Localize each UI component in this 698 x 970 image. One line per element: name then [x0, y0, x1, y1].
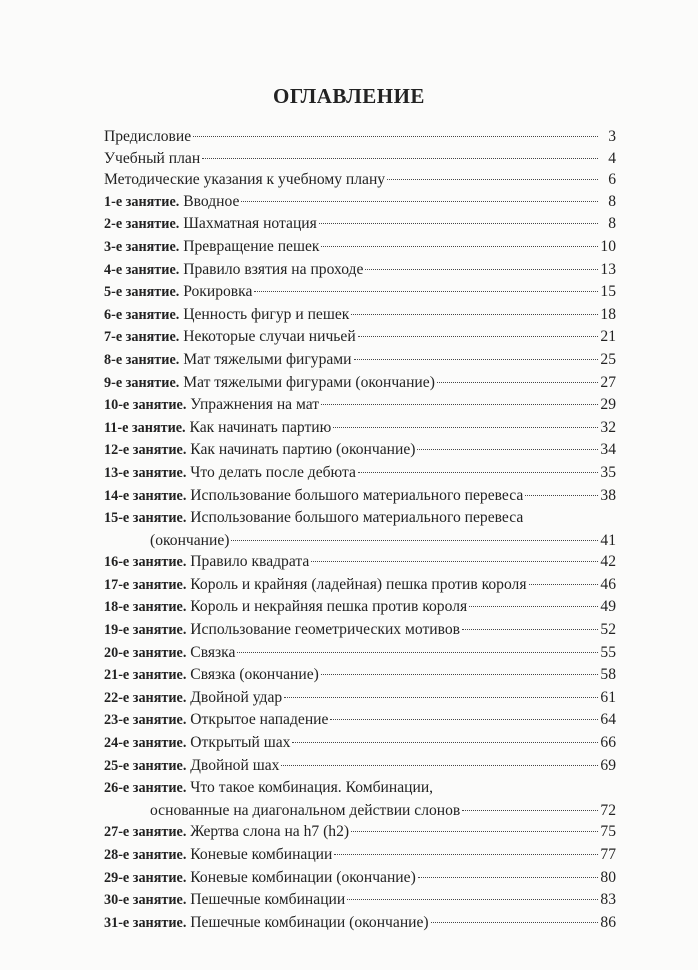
- toc-entry-label: [104, 709, 328, 732]
- page-number: 86: [600, 913, 616, 931]
- toc-entry-label: [104, 372, 435, 395]
- toc-entry-label: [104, 889, 345, 912]
- toc-entry: [104, 236, 616, 259]
- lesson-number: 10-е занятие.: [104, 397, 187, 414]
- dot-leader: [193, 136, 598, 137]
- dot-leader: [311, 561, 598, 562]
- lesson-number: 16-е занятие.: [104, 554, 187, 571]
- lesson-number: 7-е занятие.: [104, 329, 180, 346]
- toc-entry: [104, 281, 616, 304]
- toc-entry-label: [104, 126, 191, 148]
- toc-entry-title: Как начинать партию (окончание): [190, 441, 416, 459]
- lesson-number: 8-е занятие.: [104, 351, 180, 368]
- page-number: 64: [600, 711, 616, 729]
- toc-entry-title: Упражнения на мат: [190, 396, 320, 414]
- toc-entry: [104, 912, 616, 935]
- page-number: 75: [600, 823, 616, 841]
- lesson-number: 18-е занятие.: [104, 599, 187, 616]
- toc-entry-continuation: (окончание): [150, 531, 230, 549]
- lesson-number: 19-е занятие.: [104, 622, 187, 639]
- dot-leader: [254, 291, 598, 292]
- toc-entry-label: [104, 462, 356, 485]
- toc-entry: [104, 889, 616, 912]
- lesson-number: 3-е занятие.: [104, 238, 180, 255]
- toc-entry: [104, 417, 616, 440]
- page-number: 27: [600, 373, 616, 391]
- lesson-number: 27-е занятие.: [104, 824, 187, 841]
- toc-entry: [104, 732, 616, 755]
- lesson-number: 26-е занятие.: [104, 780, 187, 797]
- dot-leader: [354, 359, 598, 360]
- toc-entry-title: Жертва слона на h7 (h2): [190, 823, 350, 841]
- toc-entry: [104, 777, 616, 821]
- toc-entry: [104, 169, 616, 191]
- toc-entry-title: Пешечные комбинации (окончание): [190, 913, 429, 931]
- toc-entry-label: [104, 259, 363, 282]
- toc-entry: [104, 867, 616, 890]
- toc-entry: [104, 642, 616, 665]
- lesson-number: 20-е занятие.: [104, 644, 187, 661]
- page-number: 42: [600, 553, 616, 571]
- lesson-number: 25-е занятие.: [104, 757, 187, 774]
- toc-entry-label: [104, 485, 523, 508]
- page-number: 55: [600, 643, 616, 661]
- toc-entry-label: [104, 507, 523, 530]
- dot-leader: [333, 427, 598, 428]
- toc-entry-label: [104, 551, 309, 574]
- dot-leader: [529, 584, 598, 585]
- toc-entry-label: [104, 417, 331, 440]
- lesson-number: 31-е занятие.: [104, 914, 187, 931]
- lesson-number: 6-е занятие.: [104, 306, 180, 323]
- page-number: 35: [600, 463, 616, 481]
- page-number: 8: [608, 192, 616, 210]
- toc-entry-label: [104, 349, 352, 372]
- toc-entry: [104, 551, 616, 574]
- toc-entry: [104, 259, 616, 282]
- toc-entry-label: [104, 777, 433, 800]
- toc-entry-title: Шахматная нотация: [183, 215, 317, 233]
- dot-leader: [292, 742, 598, 743]
- lesson-number: 1-е занятие.: [104, 193, 180, 210]
- page-number: 66: [600, 734, 616, 752]
- toc-entry-label: [104, 596, 467, 619]
- dot-leader: [321, 674, 598, 675]
- toc-entry: [104, 304, 616, 327]
- toc-entry: [104, 664, 616, 687]
- page-number: 32: [600, 418, 616, 436]
- toc-entry: [104, 148, 616, 170]
- lesson-number: 22-е занятие.: [104, 689, 187, 706]
- page-number: 13: [600, 260, 616, 278]
- lesson-number: 11-е занятие.: [104, 419, 186, 436]
- page-number: 21: [600, 328, 616, 346]
- page-number: 41: [600, 531, 616, 549]
- dot-leader: [358, 472, 598, 473]
- page-number: 8: [608, 215, 616, 233]
- toc-entry-title: Мат тяжелыми фигурами (окончание): [183, 373, 435, 391]
- toc-entry-label: [104, 642, 235, 665]
- toc-entry-title: Мат тяжелыми фигурами: [183, 350, 352, 368]
- toc-entry-label: [104, 844, 332, 867]
- toc-entry: [104, 507, 616, 551]
- toc-entry-title: Учебный план: [104, 149, 201, 167]
- toc-entry-label: [104, 687, 282, 710]
- toc-entry: [104, 574, 616, 597]
- toc-entry-title: Связка: [190, 643, 236, 661]
- lesson-number: 12-е занятие.: [104, 442, 187, 459]
- lesson-number: 29-е занятие.: [104, 869, 187, 886]
- toc-entry-title: Использование геометрических мотивов: [190, 621, 461, 639]
- toc-entry-label: [104, 394, 319, 417]
- toc-entry-label: [104, 821, 349, 844]
- toc-entry: [104, 687, 616, 710]
- dot-leader: [241, 201, 598, 202]
- toc-entry-title: Открытое нападение: [190, 711, 329, 729]
- lesson-number: 14-е занятие.: [104, 487, 187, 504]
- toc-entry-title: Рокировка: [183, 283, 253, 301]
- lesson-number: 4-е занятие.: [104, 261, 180, 278]
- toc-entry: [104, 326, 616, 349]
- toc-entry: [104, 439, 616, 462]
- page-number: 46: [600, 575, 616, 593]
- dot-leader: [365, 269, 598, 270]
- toc-entry-title: Коневые комбинации (окончание): [190, 868, 416, 886]
- toc-entry-title: Двойной удар: [190, 688, 283, 706]
- toc-entry-label: [104, 326, 356, 349]
- toc-entry-title: Использование большого материального перевеса: [190, 486, 524, 504]
- toc-entry-label: [104, 281, 252, 304]
- page-number: 80: [600, 868, 616, 886]
- dot-leader: [319, 223, 598, 224]
- toc-entry-title: Открытый шах: [190, 734, 291, 752]
- toc-entry-title: Двойной шах: [190, 756, 280, 774]
- lesson-number: 24-е занятие.: [104, 735, 187, 752]
- dot-leader: [330, 719, 598, 720]
- lesson-number: 5-е занятие.: [104, 284, 180, 301]
- page-title: ОГЛАВЛЕНИЕ: [273, 84, 425, 108]
- toc-entry-label: [104, 304, 349, 327]
- page-number: 15: [600, 283, 616, 301]
- dot-leader: [321, 246, 598, 247]
- toc-entry-label: [104, 169, 385, 191]
- page-number: 83: [600, 891, 616, 909]
- page-number: 10: [600, 237, 616, 255]
- toc-entry-title: Король и крайняя (ладейная) пешка против короля: [190, 575, 527, 593]
- lesson-number: 23-е занятие.: [104, 712, 187, 729]
- dot-leader: [334, 854, 598, 855]
- page-number: 49: [600, 598, 616, 616]
- page-number: 77: [600, 846, 616, 863]
- lesson-number: 21-е занятие.: [104, 667, 187, 684]
- lesson-number: 2-е занятие.: [104, 216, 180, 233]
- dot-leader: [321, 404, 598, 405]
- toc-entry-title: Как начинать партию: [189, 418, 332, 436]
- lesson-number: 17-е занятие.: [104, 576, 187, 593]
- dot-leader: [202, 158, 598, 159]
- toc-entry-title: Король и некрайняя пешка против короля: [190, 598, 468, 616]
- toc-entry-title: Ценность фигур и пешек: [183, 305, 350, 323]
- dot-leader: [231, 540, 598, 541]
- page-number: 61: [600, 688, 616, 706]
- dot-leader: [417, 449, 598, 450]
- page-number: 34: [600, 441, 616, 459]
- page-number: 72: [600, 801, 616, 819]
- toc-entry-title: Связка (окончание): [190, 666, 319, 684]
- page-number: 6: [608, 171, 616, 189]
- toc-entry-title: Что делать после дебюта: [190, 463, 356, 481]
- toc-entry-label: [104, 574, 527, 597]
- toc-entry-label: [104, 732, 290, 755]
- toc-entry-label: [104, 236, 319, 259]
- dot-leader: [281, 765, 598, 766]
- toc-entry: [104, 755, 616, 778]
- page-number: 38: [600, 486, 616, 504]
- page-number: 18: [600, 305, 616, 323]
- toc-entry-label: [104, 213, 317, 236]
- dot-leader: [347, 899, 598, 900]
- toc-entry-label: [104, 912, 429, 935]
- lesson-number: 13-е занятие.: [104, 464, 187, 481]
- toc-entry-label: [104, 867, 416, 890]
- toc-entry-label: [104, 755, 279, 778]
- toc-entry-label: [104, 191, 239, 214]
- toc-entry-title: Вводное: [183, 192, 240, 210]
- dot-leader: [437, 382, 598, 383]
- dot-leader: [462, 810, 598, 811]
- toc-entry-title: Правило квадрата: [190, 553, 310, 571]
- toc-entry-title: Предисловие: [104, 128, 192, 145]
- page-number: 25: [600, 350, 616, 368]
- toc-entry-title: Коневые комбинации: [190, 846, 333, 863]
- toc-entry: [104, 191, 616, 214]
- page-number: 52: [600, 621, 616, 639]
- page-number: 69: [600, 756, 616, 774]
- toc-entry: [104, 349, 616, 372]
- toc-entry-title: Превращение пешек: [183, 237, 320, 255]
- dot-leader: [351, 314, 598, 315]
- toc-entry: [104, 821, 616, 844]
- lesson-number: 9-е занятие.: [104, 374, 180, 391]
- dot-leader: [237, 652, 598, 653]
- toc-entry: [104, 596, 616, 619]
- table-of-contents: [104, 126, 616, 934]
- toc-entry-title: Что такое комбинация. Комбинации,: [190, 779, 434, 797]
- toc-entry-label: [104, 439, 415, 462]
- dot-leader: [358, 336, 598, 337]
- toc-entry-title: Правило взятия на проходе: [183, 260, 364, 278]
- dot-leader: [387, 179, 598, 180]
- lesson-number: 15-е занятие.: [104, 510, 187, 527]
- dot-leader: [462, 629, 598, 630]
- toc-entry-label: [104, 148, 200, 170]
- toc-entry-label: [104, 619, 460, 642]
- toc-entry-label: [104, 664, 319, 687]
- dot-leader: [525, 495, 598, 496]
- dot-leader: [469, 606, 598, 607]
- toc-entry: [104, 394, 616, 417]
- page-number: 4: [608, 149, 616, 167]
- dot-leader: [351, 831, 598, 832]
- toc-entry: [104, 619, 616, 642]
- page-number: 3: [608, 128, 616, 145]
- toc-entry-title: Использование большого материального перевеса: [190, 509, 524, 527]
- page-number: 58: [600, 666, 616, 684]
- toc-entry: [104, 126, 616, 148]
- dot-leader: [431, 922, 598, 923]
- toc-entry: [104, 372, 616, 395]
- toc-entry: [104, 462, 616, 485]
- toc-entry-continuation: основанные на диагональном действии слонов: [150, 801, 461, 819]
- lesson-number: 30-е занятие.: [104, 892, 187, 909]
- dot-leader: [284, 697, 598, 698]
- toc-entry: [104, 485, 616, 508]
- toc-entry-title: Некоторые случаи ничьей: [183, 328, 356, 346]
- toc-entry-title: Методические указания к учебному плану: [104, 171, 386, 189]
- toc-entry: [104, 844, 616, 867]
- page-number: 29: [600, 396, 616, 414]
- toc-entry: [104, 709, 616, 732]
- toc-entry: [104, 213, 616, 236]
- toc-entry-title: Пешечные комбинации: [190, 891, 346, 909]
- dot-leader: [418, 877, 598, 878]
- lesson-number: 28-е занятие.: [104, 847, 187, 863]
